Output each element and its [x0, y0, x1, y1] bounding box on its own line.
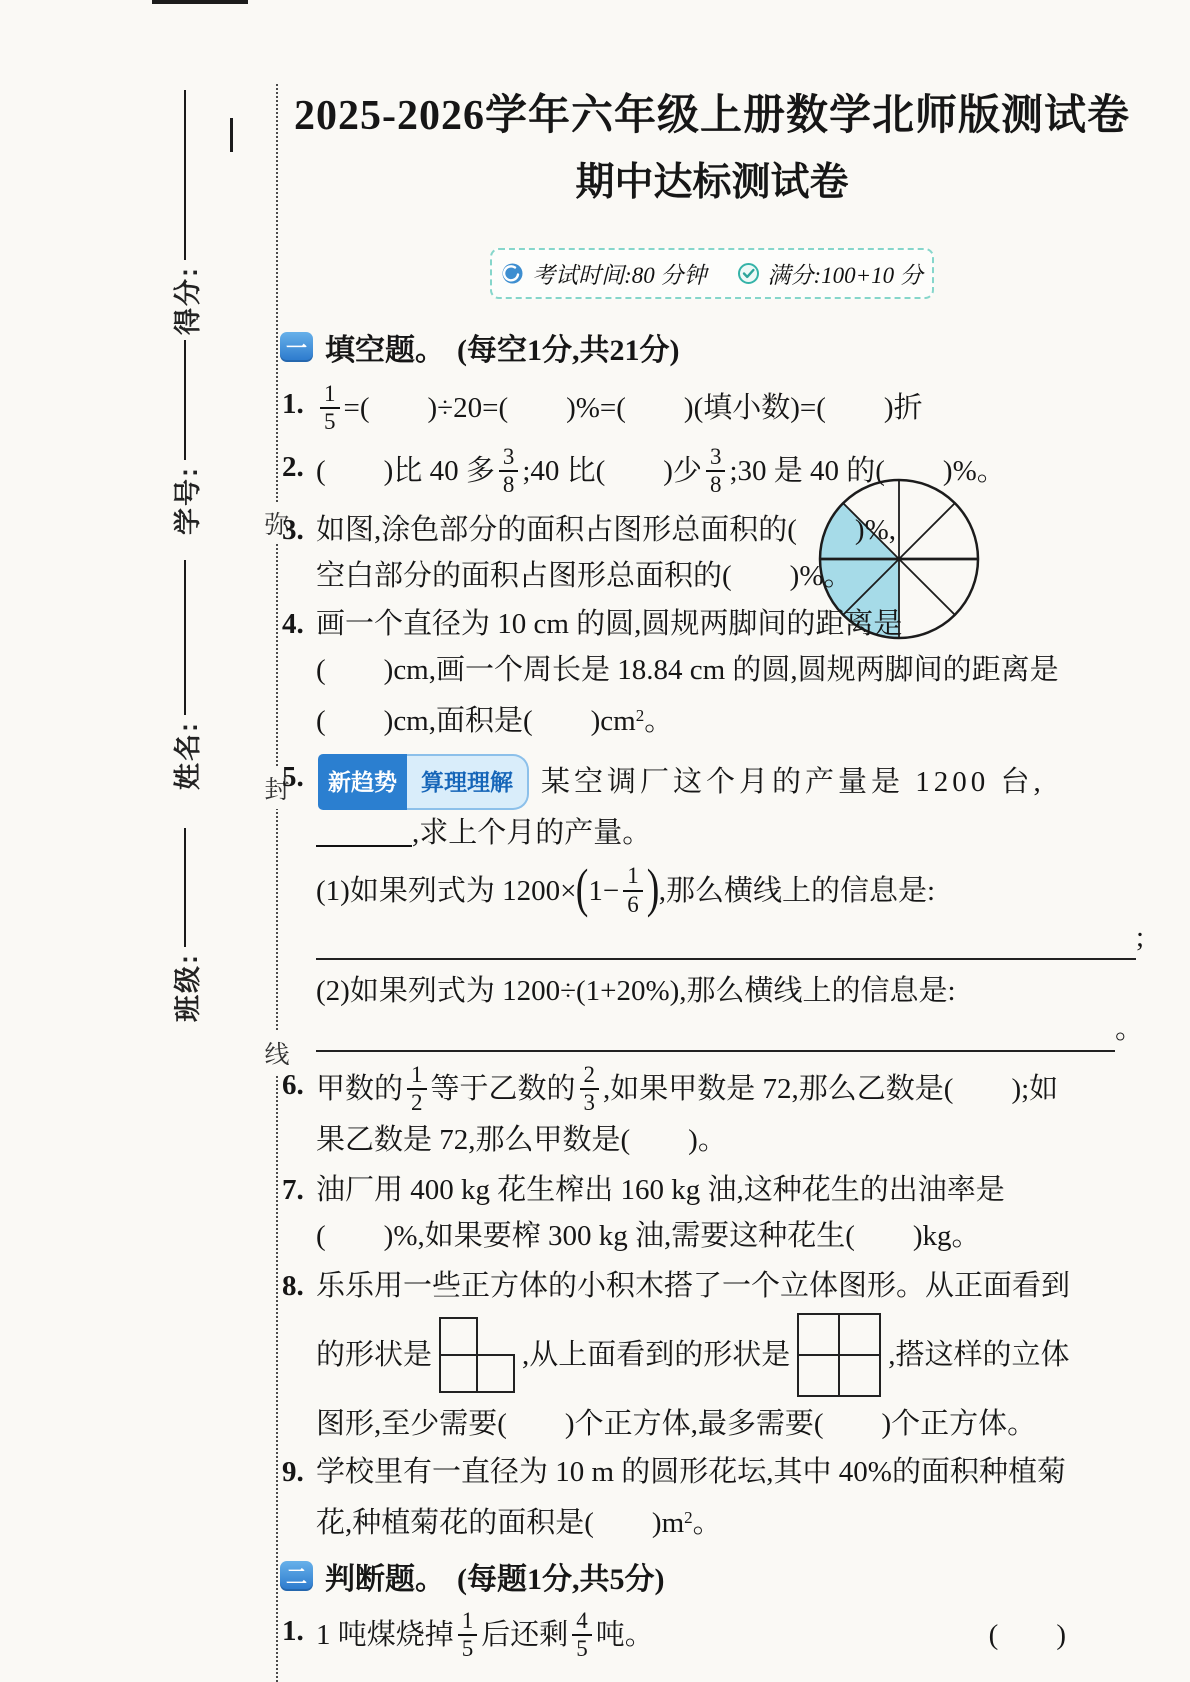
question-6-line2: 果乙数是 72,那么甲数是( )。: [316, 1123, 727, 1156]
exam-time-item: [501, 257, 706, 290]
margin-score-label: 得分:: [172, 266, 203, 335]
margin-name-blank: [184, 560, 186, 715]
question-8-line1: 乐乐用一些正方体的小积木搭了一个立体图形。从正面看到: [316, 1269, 1071, 1302]
fraction-3-8: 3 8: [499, 444, 519, 499]
margin-name-label: 姓名:: [172, 721, 203, 790]
question-5-text: 某空调厂这个月的产量是 1200 台,: [541, 765, 1045, 798]
judge-question-1: 1. 1 吨煤烧掉 1 5 后还剩 4 5 吨。 ( ): [282, 1607, 1066, 1662]
paper-content: [280, 86, 1144, 1663]
part1-text-b: ,那么横线上的信息是:: [658, 874, 936, 907]
big-right-paren: ): [646, 857, 660, 918]
seal-char-xian: 线: [260, 1032, 294, 1074]
margin-student-id-field: [168, 340, 202, 535]
part1-answer-line: [316, 920, 1144, 960]
margin-class-label: 班级:: [172, 953, 203, 1022]
question-4-number: 4.: [282, 607, 304, 640]
question-3-line1: 如图,涂色部分的面积占图形总面积的( )%,: [316, 513, 896, 546]
question-4-line3: ( )cm,面积是( )$cm^2$。: [316, 704, 674, 737]
margin-score-blank: [184, 90, 186, 260]
seal-char-mi: 弥: [260, 502, 294, 544]
exam-time-icon: [501, 262, 524, 285]
arithmetic-understanding-badge: 算理理解: [407, 754, 529, 810]
margin-class-blank: [184, 828, 186, 947]
fraction-1-2: 1 2: [407, 1062, 427, 1117]
question-2: [280, 444, 1144, 499]
part2-end-punct: 。: [1114, 1012, 1144, 1045]
question-6: [280, 1062, 1144, 1163]
fraction-1-6: $\frac{1}{6}$: [623, 863, 643, 918]
part1-end-punct: ;: [1135, 920, 1144, 953]
question-4-line1: 画一个直径为 10 cm 的圆,圆规两脚间的距离是: [316, 607, 903, 640]
question-7-line2: ( )%,如果要榨 300 kg 油,需要这种花生( )kg。: [316, 1219, 981, 1252]
question-4: [280, 601, 1144, 744]
question-2-number: 2.: [282, 450, 304, 483]
front-view-figure: [438, 1316, 516, 1394]
part1-text-a: (1)如果列式为 1200×: [316, 874, 577, 907]
seal-dashed-line: [276, 84, 278, 1682]
section2-header: [280, 1554, 1144, 1598]
fraction-1-5b: 1 5: [458, 1608, 478, 1663]
margin-name-field: [168, 560, 202, 790]
question-5-number: 5.: [282, 760, 304, 793]
question-7: [280, 1167, 1144, 1259]
question-7-line1: 油厂用 400 kg 花生榨出 160 kg 油,这种花生的出油率是: [316, 1173, 1005, 1206]
print-mark-vertical: [230, 118, 233, 152]
section2-note: (每题1分,共5分): [457, 1562, 665, 1596]
question-3: [280, 507, 1144, 599]
judge-answer-parens: ( ): [988, 1619, 1066, 1652]
full-score-item: [737, 257, 923, 290]
question-8: [280, 1263, 1144, 1447]
question-5-part2: (2)如果列式为 1200÷(1+20%),那么横线上的信息是:: [316, 974, 956, 1007]
margin-score-field: [168, 90, 202, 335]
paper-title: 2025-2026学年六年级上册数学北师版测试卷: [294, 93, 1130, 139]
fraction-3-8b: 3 8: [706, 444, 726, 499]
question-1-text: =( )÷20=( )%=( )(填小数)=( )折: [343, 392, 923, 425]
question-5-part1: [316, 857, 1144, 922]
question-5-tags: [318, 754, 529, 810]
question-8-line3: 图形,至少需要( )个正方体,最多需要( )个正方体。: [316, 1407, 1037, 1440]
question-1-number: 1.: [282, 388, 304, 420]
question-7-number: 7.: [282, 1173, 304, 1206]
question-6-number: 6.: [282, 1068, 304, 1101]
squared-superscript: 2: [635, 705, 645, 725]
section2-title: 判断题。: [325, 1562, 445, 1596]
section1-title: 填空题。: [325, 334, 445, 367]
question-1: [280, 381, 1144, 436]
part2-answer-rule: [316, 1050, 1115, 1052]
section1-header: [280, 325, 1144, 369]
question-5-text2: ,求上个月的产量。: [412, 816, 652, 849]
exam-info-box: [490, 248, 934, 299]
question-5-blank: [316, 845, 412, 847]
question-2-text-b: ;40 比( )少: [522, 455, 702, 488]
part1-one-minus: 1−: [588, 874, 620, 907]
section1-note: (每空1分,共21分): [457, 334, 680, 367]
judge-question-1-number: 1.: [282, 1614, 304, 1647]
section2-badge: 二: [280, 1561, 313, 1591]
question-2-text-c: ;30 是 40 的( )%。: [729, 455, 1006, 488]
margin-student-id-label: 学号:: [172, 466, 203, 535]
margin-student-id-blank: [184, 340, 186, 460]
fraction-2-3: 2 3: [580, 1062, 600, 1117]
new-trend-badge: 新趋势: [318, 754, 407, 810]
top-view-figure: [796, 1312, 882, 1398]
paper-subtitle: 期中达标测试卷: [575, 161, 849, 204]
print-mark-top: [152, 0, 248, 4]
question-9-line1: 学校里有一直径为 10 m 的圆形花坛,其中 40%的面积种植菊: [316, 1455, 1066, 1488]
section1-badge: 一: [280, 332, 313, 362]
question-8-number: 8.: [282, 1269, 304, 1302]
question-5-line2: [316, 810, 1144, 856]
question-3-line2: 空白部分的面积占图形总面积的( )%。: [316, 559, 853, 592]
part2-answer-line: [316, 1012, 1144, 1052]
full-score-icon: [737, 262, 760, 285]
question-3-number: 3.: [282, 513, 304, 546]
question-9: [280, 1449, 1144, 1546]
question-8-line2: 的形状是 ,从上面看到的形状是 ,搭这样的立体: [316, 1309, 1144, 1401]
part1-answer-rule: [316, 958, 1136, 960]
question-5: [280, 754, 1144, 1052]
exam-time-label: 考试时间:80 分钟: [532, 263, 707, 288]
big-left-paren: (: [576, 857, 589, 918]
full-score-label: 满分:100+10 分: [767, 263, 923, 288]
seal-char-feng: 封: [260, 767, 294, 809]
question-6-line1: 甲数的 1 2 等于乙数的 2 3 ,如果甲数是 72,那么乙数是( );如: [316, 1061, 1059, 1116]
question-9-number: 9.: [282, 1455, 304, 1488]
fraction-1-5: $\frac{1}{5}$: [320, 381, 340, 436]
question-9-line2: 花,种植菊花的面积是( )$m^2$。: [316, 1506, 722, 1539]
margin-class-field: [168, 828, 202, 1022]
question-5-line1: [316, 754, 1144, 810]
question-4-line2: ( )cm,画一个周长是 18.84 cm 的圆,圆规两脚间的距离是: [316, 653, 1059, 686]
question-2-text-a: ( )比 40 多: [316, 455, 495, 488]
fraction-4-5: 4 5: [572, 1608, 592, 1663]
squared-superscript-2: 2: [684, 1507, 693, 1527]
